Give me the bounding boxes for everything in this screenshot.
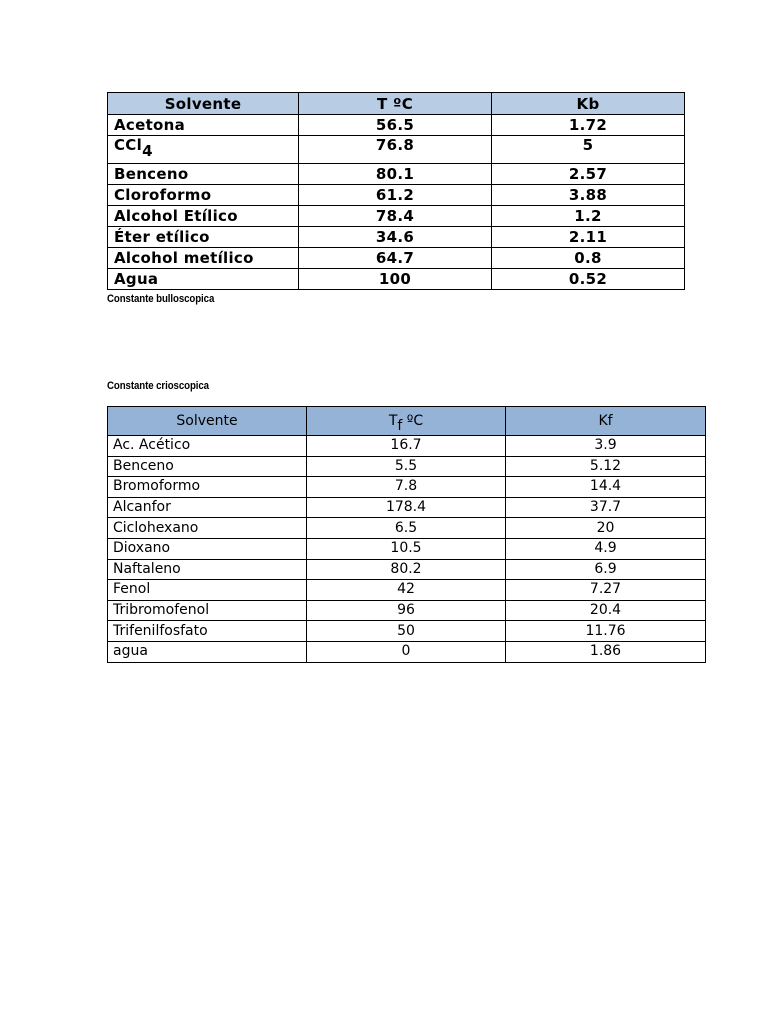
solvent-name: Éter etílico [108,227,299,248]
table-row [108,206,685,227]
header-temperature: T ºC [299,93,492,115]
boiling-temp: 100 [299,269,492,290]
header-solvente: Solvente [108,93,299,115]
header-kf: Kf [506,407,706,436]
table-row [108,136,685,164]
solvent-name: Benceno [108,456,307,477]
solvent-name: Cloroformo [108,185,299,206]
kb-value: 0.52 [492,269,685,290]
kf-value: 37.7 [506,497,706,518]
freezing-temp: 178.4 [307,497,506,518]
kf-value: 6.9 [506,559,706,580]
kf-value: 3.9 [506,436,706,457]
table-row [108,115,685,136]
boiling-temp: 34.6 [299,227,492,248]
table-row [108,621,706,642]
solvent-name: Tribromofenol [108,600,307,621]
cryoscopic-table [107,406,706,663]
ccl-text: CCl [114,136,143,154]
header-unit: ºC [406,413,424,429]
header-solvente: Solvente [108,407,307,436]
solvent-name: Alcohol Etílico [108,206,299,227]
table-row [108,227,685,248]
kf-value: 14.4 [506,477,706,498]
table-row [108,164,685,185]
solvent-name: Bromoformo [108,477,307,498]
boiling-temp: 80.1 [299,164,492,185]
table-row [108,269,685,290]
cryoscopic-caption: Constante crioscopica [107,380,209,392]
table-header-row [108,93,685,115]
freezing-temp: 16.7 [307,436,506,457]
kb-value: 2.57 [492,164,685,185]
freezing-temp: 96 [307,600,506,621]
kf-value: 7.27 [506,580,706,601]
kf-value: 20.4 [506,600,706,621]
boiling-temp: 78.4 [299,206,492,227]
bulloscopic-table [107,92,685,290]
solvent-name: agua [108,641,307,662]
freezing-temp: 5.5 [307,456,506,477]
kb-value: 1.2 [492,206,685,227]
bulloscopic-caption: Constante bulloscopica [107,293,215,305]
boiling-temp: 61.2 [299,185,492,206]
solvent-name: Benceno [108,164,299,185]
solvent-name [108,136,299,164]
solvent-name: Alcohol metílico [108,248,299,269]
freezing-temp: 0 [307,641,506,662]
boiling-temp: 64.7 [299,248,492,269]
kb-value: 5 [492,136,685,164]
kb-value: 0.8 [492,248,685,269]
solvent-name: Acetona [108,115,299,136]
kb-value: 3.88 [492,185,685,206]
solvent-name: Ac. Acético [108,436,307,457]
table-row [108,559,706,580]
kf-value: 4.9 [506,538,706,559]
boiling-temp: 76.8 [299,136,492,164]
freezing-temp: 80.2 [307,559,506,580]
solvent-name: Alcanfor [108,497,307,518]
table-row [108,641,706,662]
freezing-temp: 6.5 [307,518,506,539]
solvent-name: Fenol [108,580,307,601]
header-kb: Kb [492,93,685,115]
kb-value: 2.11 [492,227,685,248]
table-row [108,477,706,498]
header-t: T [388,413,398,429]
freezing-temp: 42 [307,580,506,601]
freezing-temp: 7.8 [307,477,506,498]
freezing-temp: 50 [307,621,506,642]
kf-value: 20 [506,518,706,539]
table-row [108,518,706,539]
table-row [108,497,706,518]
table-row [108,185,685,206]
table-row [108,456,706,477]
table-header-row [108,407,706,436]
solvent-name: Agua [108,269,299,290]
solvent-name: Ciclohexano [108,518,307,539]
kb-value: 1.72 [492,115,685,136]
header-freezing-temp [307,407,506,436]
kf-value: 5.12 [506,456,706,477]
table-row [108,580,706,601]
solvent-name: Trifenilfosfato [108,621,307,642]
freezing-temp: 10.5 [307,538,506,559]
table-row [108,248,685,269]
header-subscript: f [397,418,403,434]
kf-value: 11.76 [506,621,706,642]
kf-value: 1.86 [506,641,706,662]
solvent-name: Naftaleno [108,559,307,580]
boiling-temp: 56.5 [299,115,492,136]
table-row [108,538,706,559]
ccl-subscript: 4 [142,142,153,160]
table-row [108,436,706,457]
table-row [108,600,706,621]
solvent-name: Dioxano [108,538,307,559]
